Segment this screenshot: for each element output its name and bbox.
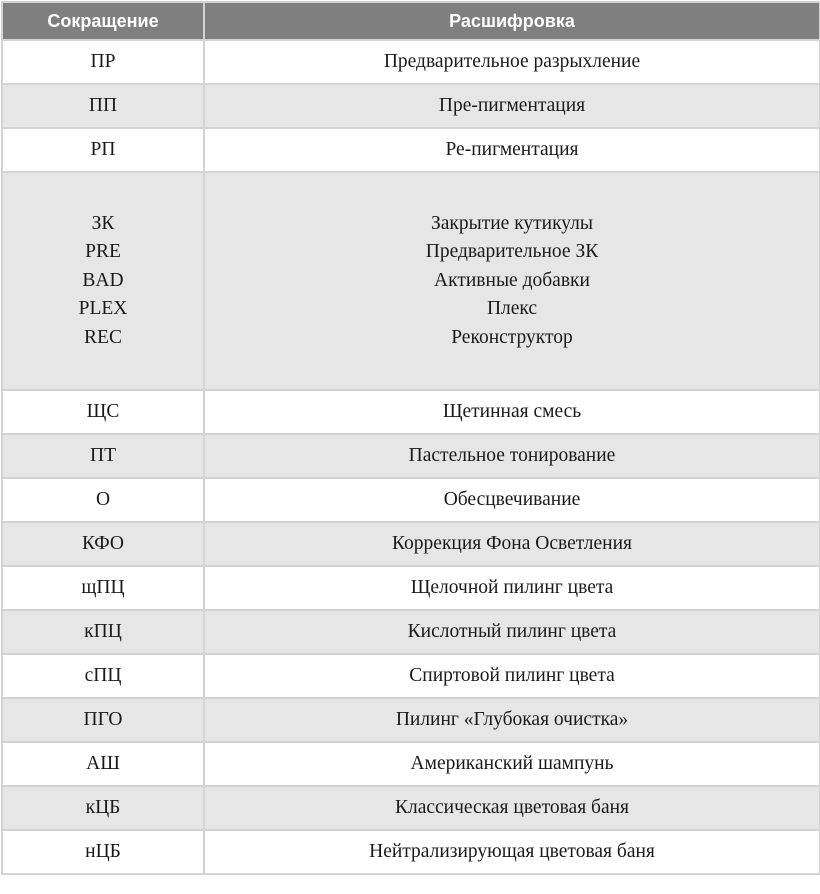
- table-row: [2, 478, 820, 522]
- meaning-text: Предварительное разрыхление: [383, 50, 641, 72]
- meaning-text: Плекс: [486, 298, 538, 320]
- table-row: [2, 522, 820, 566]
- meaning-text: Предварительное ЗК: [425, 241, 599, 263]
- abbreviation-text: сПЦ: [84, 664, 122, 686]
- abbreviation-text: ЗК: [91, 212, 115, 234]
- abbreviation-cell: [2, 610, 204, 654]
- meaning-text: Американский шампунь: [410, 752, 614, 774]
- table-row: [2, 654, 820, 698]
- table-row: [2, 786, 820, 830]
- meaning-text: Классическая цветовая баня: [394, 796, 630, 818]
- meaning-text: Спиртовой пилинг цвета: [409, 664, 615, 686]
- abbreviation-cell: [2, 698, 204, 742]
- abbreviation-cell: [2, 434, 204, 478]
- abbreviation-cell: [2, 742, 204, 786]
- abbreviation-cell: [2, 522, 204, 566]
- abbreviation-cell: [2, 654, 204, 698]
- meaning-text: Пре-пигментация: [438, 94, 586, 116]
- meaning-text: Закрытие кутикулы: [430, 212, 594, 234]
- abbreviation-cell: [2, 84, 204, 128]
- table-row: [2, 742, 820, 786]
- meaning-cell: [204, 742, 820, 786]
- meaning-text: Активные добавки: [434, 269, 590, 291]
- abbreviation-text: нЦБ: [85, 840, 121, 862]
- abbreviation-text: щПЦ: [81, 576, 125, 598]
- abbreviation-cell: [2, 172, 204, 390]
- meaning-text: Пилинг «Глубокая очистка»: [395, 708, 629, 730]
- abbreviation-cell: [2, 390, 204, 434]
- table-row: [2, 390, 820, 434]
- meaning-text: Кислотный пилинг цвета: [407, 620, 617, 642]
- abbreviation-text: КФО: [82, 532, 124, 554]
- abbreviation-cell: [2, 478, 204, 522]
- table-header-row: [2, 2, 820, 40]
- table-row: [2, 40, 820, 84]
- abbreviation-text: АШ: [86, 752, 120, 774]
- table-row: [2, 698, 820, 742]
- meaning-cell: [204, 830, 820, 874]
- table-row: [2, 434, 820, 478]
- abbreviation-text: BAD: [82, 269, 124, 291]
- meaning-text: Щелочной пилинг цвета: [410, 576, 614, 598]
- table-row: [2, 84, 820, 128]
- abbreviation-text: кПЦ: [84, 620, 122, 642]
- abbreviation-cell: [2, 566, 204, 610]
- abbreviation-text: PRE: [85, 241, 121, 263]
- meaning-text: Коррекция Фона Осветления: [392, 532, 632, 554]
- table-row: [2, 566, 820, 610]
- abbreviation-cell: [2, 830, 204, 874]
- meaning-text: Щетинная смесь: [442, 400, 582, 422]
- meaning-cell: [204, 566, 820, 610]
- meaning-cell: [204, 478, 820, 522]
- abbreviation-text: кЦБ: [85, 796, 121, 818]
- meaning-text: Нейтрализирующая цветовая баня: [369, 840, 655, 862]
- meaning-cell: [204, 654, 820, 698]
- column-header-abbreviation: Сокращение: [2, 2, 204, 40]
- table-row: [2, 172, 820, 390]
- table-row: [2, 830, 820, 874]
- meaning-cell: [204, 434, 820, 478]
- abbreviation-text: ПТ: [90, 444, 116, 466]
- abbreviation-text: О: [95, 488, 111, 510]
- meaning-cell: [204, 172, 820, 390]
- meaning-cell: [204, 40, 820, 84]
- abbreviation-cell: [2, 128, 204, 172]
- meaning-cell: [204, 698, 820, 742]
- abbreviation-cell: [2, 40, 204, 84]
- abbreviation-text: ПР: [90, 50, 116, 72]
- column-header-meaning: Расшифровка: [204, 2, 820, 40]
- abbreviation-cell: [2, 786, 204, 830]
- table-body: [2, 40, 820, 874]
- meaning-cell: [204, 786, 820, 830]
- abbreviation-text: ЩС: [86, 400, 120, 422]
- meaning-text: Обесцвечивание: [443, 488, 581, 510]
- abbreviation-text: ПП: [88, 94, 118, 116]
- meaning-cell: [204, 522, 820, 566]
- meaning-text: Реконструктор: [451, 326, 573, 348]
- table-row: [2, 128, 820, 172]
- abbreviation-text: ПГО: [83, 708, 123, 730]
- meaning-cell: [204, 610, 820, 654]
- abbreviation-text: РП: [90, 138, 116, 160]
- table-row: [2, 610, 820, 654]
- meaning-text: Ре-пигментация: [445, 138, 579, 160]
- meaning-text: Пастельное тонирование: [408, 444, 616, 466]
- abbreviation-text: PLEX: [78, 298, 128, 320]
- abbreviation-table: [1, 1, 820, 875]
- meaning-cell: [204, 84, 820, 128]
- meaning-cell: [204, 390, 820, 434]
- abbreviation-text: REC: [84, 326, 122, 348]
- meaning-cell: [204, 128, 820, 172]
